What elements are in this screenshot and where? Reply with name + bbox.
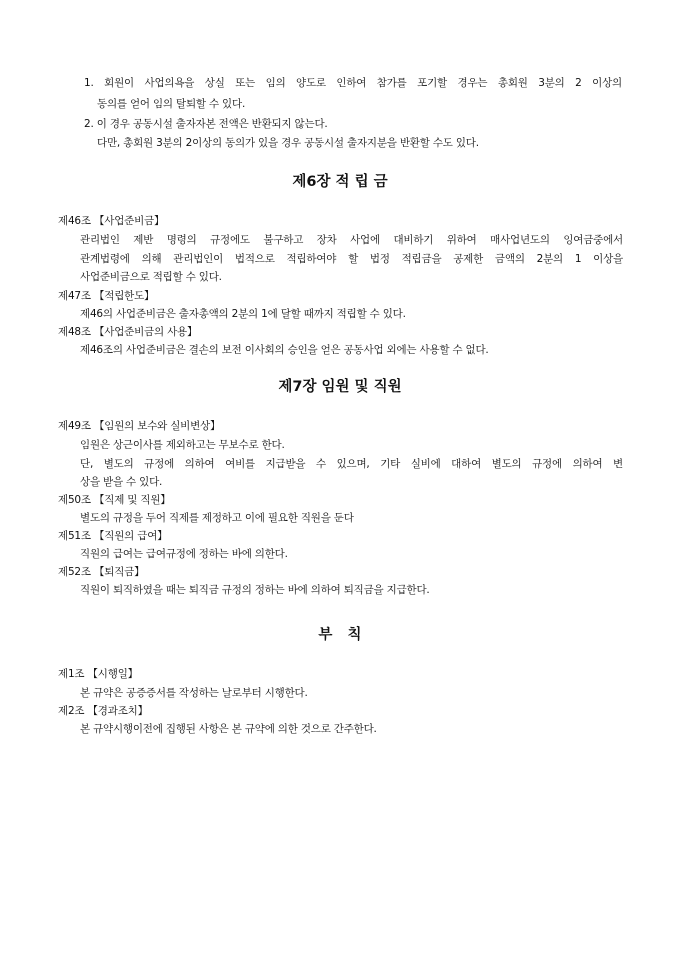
article-50-heading: 제50조 【직제 및 직원】	[58, 494, 171, 506]
article-47-line-1: 제46의 사업준비금은 출자총액의 2분의 1에 달할 때까지 적립할 수 있다.	[80, 308, 406, 320]
article-46-heading: 제46조 【사업준비금】	[58, 215, 165, 227]
chapter-6-title: 제6장 적 립 금	[292, 174, 388, 190]
article-49-heading: 제49조 【임원의 보수와 실비변상】	[58, 420, 221, 432]
intro-item-2-line-1: 2. 이 경우 공동시설 출자자본 전액은 반환되지 않는다.	[84, 118, 328, 130]
article-46-line-3: 사업준비금으로 적립할 수 있다.	[80, 271, 222, 283]
article-46-line-1: 관리법인 제반 명령의 규정에도 불구하고 장차 사업에 대비하기 위하여 매사업년도의 잉여금중에서	[80, 234, 623, 246]
article-51-heading: 제51조 【직원의 급여】	[58, 530, 168, 542]
article-51-line-1: 직원의 급여는 급여규정에 정하는 바에 의한다.	[80, 548, 288, 560]
article-49-line-3: 상을 받을 수 있다.	[80, 476, 163, 488]
supplementary-article-1-heading: 제1조 【시행일】	[58, 668, 138, 680]
intro-item-1-line-2: 동의를 얻어 임의 탈퇴할 수 있다.	[97, 98, 246, 110]
article-52-line-1: 직원이 퇴직하였을 때는 퇴직금 규정의 정하는 바에 의하여 퇴직금을 지급한다.	[80, 584, 430, 596]
article-48-line-1: 제46조의 사업준비금은 결손의 보전 이사회의 승인을 얻은 공동사업 외에는 사용할 수 없다.	[80, 344, 489, 356]
article-52-heading: 제52조 【퇴직금】	[58, 566, 145, 578]
article-48-heading: 제48조 【사업준비금의 사용】	[58, 326, 198, 338]
article-49-line-1: 임원은 상근이사를 제외하고는 무보수로 한다.	[80, 439, 285, 451]
supplementary-article-1-line-1: 본 규약은 공증증서를 작성하는 날로부터 시행한다.	[80, 687, 308, 699]
article-46-line-2: 관계법령에 의해 관리법인이 법적으로 적립하여야 할 법정 적립금을 공제한 금액의 2분의 1 이상을	[80, 253, 623, 265]
supplementary-article-2-heading: 제2조 【경과조치】	[58, 705, 148, 717]
article-50-line-1: 별도의 규정을 두어 직제를 제정하고 이에 필요한 직원을 둔다	[80, 512, 354, 524]
article-49-line-2: 단, 별도의 규정에 의하여 여비를 지급받을 수 있으며, 기타 실비에 대하여 별도의 규정에 의하여 변	[80, 458, 623, 470]
supplementary-title: 부 칙	[318, 627, 362, 643]
intro-item-1-line-1: 1. 회원이 사업의욕을 상실 또는 임의 양도로 인하여 참가를 포기할 경우는 총회원 3분의 2 이상의	[84, 77, 622, 89]
chapter-7-title: 제7장 임원 및 직원	[278, 379, 402, 395]
article-47-heading: 제47조 【적립한도】	[58, 290, 155, 302]
supplementary-article-2-line-1: 본 규약시행이전에 집행된 사항은 본 규약에 의한 것으로 간주한다.	[80, 723, 377, 735]
intro-item-2-line-2: 다만, 총회원 3분의 2이상의 동의가 있을 경우 공동시설 출자지분을 반환할 수도 있다.	[97, 137, 479, 149]
